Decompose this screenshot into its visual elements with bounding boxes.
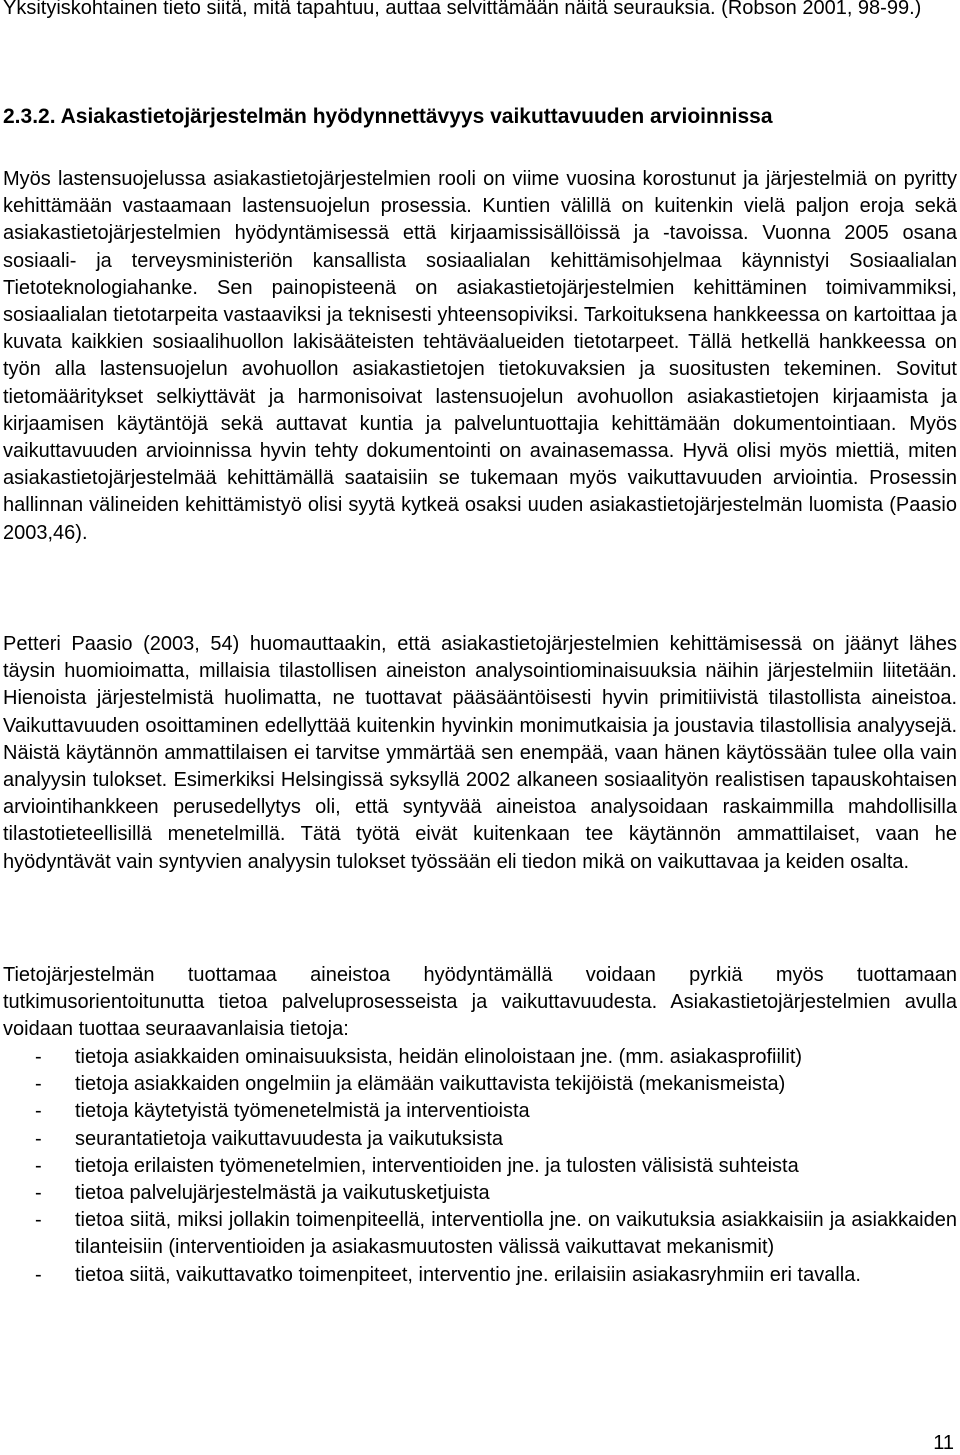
list-item-text: tietoja käytetyistä työmenetelmistä ja interventioista — [75, 1100, 530, 1123]
list-item-text: tietoja erilaisten työmenetelmien, interventioiden jne. ja tulosten välisistä suhteista — [75, 1154, 799, 1177]
list-marker: - — [35, 1263, 42, 1286]
list-marker: - — [35, 1127, 42, 1150]
list-item — [3, 1098, 957, 1125]
list-marker: - — [35, 1073, 42, 1096]
info-list — [3, 1044, 957, 1289]
paragraph-1: Myös lastensuojelussa asiakastietojärjestelmien rooli on viime vuosina korostunut ja järjestelmiä on pyritty kehittämään vastaamaan lastensuojelun prosessia. Kuntien välillä on kuitenkin vielä paljon eroja sekä asiakastietojärjestelmien hyödyntämisessä että kirjaamissisällöissä ja -tavoissa. Vuonna 2005 osana sosiaali- ja terveysministeriön kansallista sosiaalialan kehittämisohjelmaa käynnistyi Sosiaalialan Tietoteknologiahanke. Sen painopisteenä on asiakastietojärjestelmien kehittäminen toimivammiksi, sosiaalialan tietotarpeita vastaaviksi ja teknisesti yhteensopiviksi. Tarkoituksena hankkeessa on kartoittaa ja kuvata kaikkien sosiaalihuollon lakisääteisten tehtäväalueiden tietotarpeet. Tällä hetkellä hankkeessa on työn alla lastensuojelun avohuollon asiakastietojen tietokuvaksien ja suositusten tekeminen. Sovitut tietomääritykset selkiyttävät ja harmonisoivat lastensuojelun avohuollon asiakastietojen kirjaamista ja kirjaamisen käytäntöjä sekä auttavat kuntia ja palveluntuottajia kehittämään dokumentointiaan. Myös vaikuttavuuden arvioinnissa hyvin tehty dokumentointi on avainasemassa. Hyvä olisi myös miettiä, miten asiakastietojärjestelmää kehittämällä saataisiin se tukemaan myös vaikuttavuuden arviointia. Prosessin hallinnan välineiden kehittämistyö olisi syytä kytkeä osaksi uuden asiakastietojärjestelmän luomista (Paasio 2003,46). — [3, 168, 957, 544]
list-item — [3, 1044, 957, 1071]
list-item — [3, 1262, 957, 1289]
list-marker: - — [35, 1182, 42, 1205]
list-item-text: tietoa siitä, miksi jollakin toimenpiteellä, interventiolla jne. on vaikutuksia asiakkaisiin ja asiakkaiden tilanteisiin (interventioiden ja asiakasmuutosten välissä vaikuttavat mekanismit) — [75, 1209, 957, 1259]
list-item — [3, 1180, 957, 1207]
list-item-text: seurantatietoja vaikuttavuudesta ja vaikutuksista — [75, 1127, 504, 1150]
paragraph-2: Petteri Paasio (2003, 54) huomauttaakin, että asiakastietojärjestelmien kehittämisessä on jäänyt lähes täysin huomioimatta, millaisia tilastollisen aineiston analysointiominaisuuksia näihin järjestelmiin liitetään. Hienoista järjestelmistä huolimatta, ne tuottavat pääsääntöisesti hyvin primitiivistä tilastollista aineistoa. Vaikuttavuuden osoittaminen edellyttää kuitenkin hyvinkin monimutkaisia ja joustavia tilastollisia analyysejä. Näistä käytännön ammattilaisen ei tarvitse ymmärtää sen enempää, vaan hänen käytössään tulee olla vain analyysin tulokset. Esimerkiksi Helsingissä syksyllä 2002 alkaneen sosiaalityön realistisen tapauskohtaisen arviointihankkeen perusedellytys oli, että syntyvää aineistoa analysoidaan raskaimmilla mahdollisilla tilastotieteellisillä menetelmillä. Tätä työtä eivät kuitenkaan tee käytännön ammattilaiset, vaan he hyödyntävät vain syntyvien analyysin tulokset työssään eli tiedon mikä on vaikuttavaa ja keiden osalta. — [3, 633, 957, 873]
list-marker: - — [35, 1154, 42, 1177]
list-item — [3, 1126, 957, 1153]
list-item — [3, 1207, 957, 1261]
list-item-text: tietoja asiakkaiden ominaisuuksista, heidän elinoloistaan jne. (mm. asiakasprofiilit) — [75, 1046, 803, 1068]
list-marker: - — [35, 1046, 42, 1068]
list-item — [3, 1153, 957, 1180]
list-marker: - — [35, 1100, 42, 1123]
list-item — [3, 1071, 957, 1098]
intro-paragraph: Yksityiskohtainen tieto siitä, mitä tapahtuu, auttaa selvittämään näitä seurauksia. (Robson 2001, 98-99.) — [3, 0, 922, 19]
paragraph-3: Tietojärjestelmän tuottamaa aineistoa hyödyntämällä voidaan pyrkiä myös tuottamaan tutkimusorientoitunutta tietoa palveluprosesseista ja vaikuttavuudesta. Asiakastietojärjestelmien avulla voidaan tuottaa seuraavanlaisia tietoja: — [3, 964, 957, 1041]
page-number: 11 — [933, 1432, 954, 1454]
list-marker: - — [35, 1209, 42, 1232]
list-item-text: tietoa palvelujärjestelmästä ja vaikutusketjuista — [75, 1182, 490, 1205]
list-item-text: tietoja asiakkaiden ongelmiin ja elämään vaikuttavista tekijöistä (mekanismeista) — [75, 1073, 786, 1096]
list-item-text: tietoa siitä, vaikuttavatko toimenpiteet, interventio jne. erilaisiin asiakasryhmiin eri tavalla. — [75, 1263, 861, 1286]
section-heading: 2.3.2. Asiakastietojärjestelmän hyödynnettävyys vaikuttavuuden arvioinnissa — [3, 105, 773, 128]
